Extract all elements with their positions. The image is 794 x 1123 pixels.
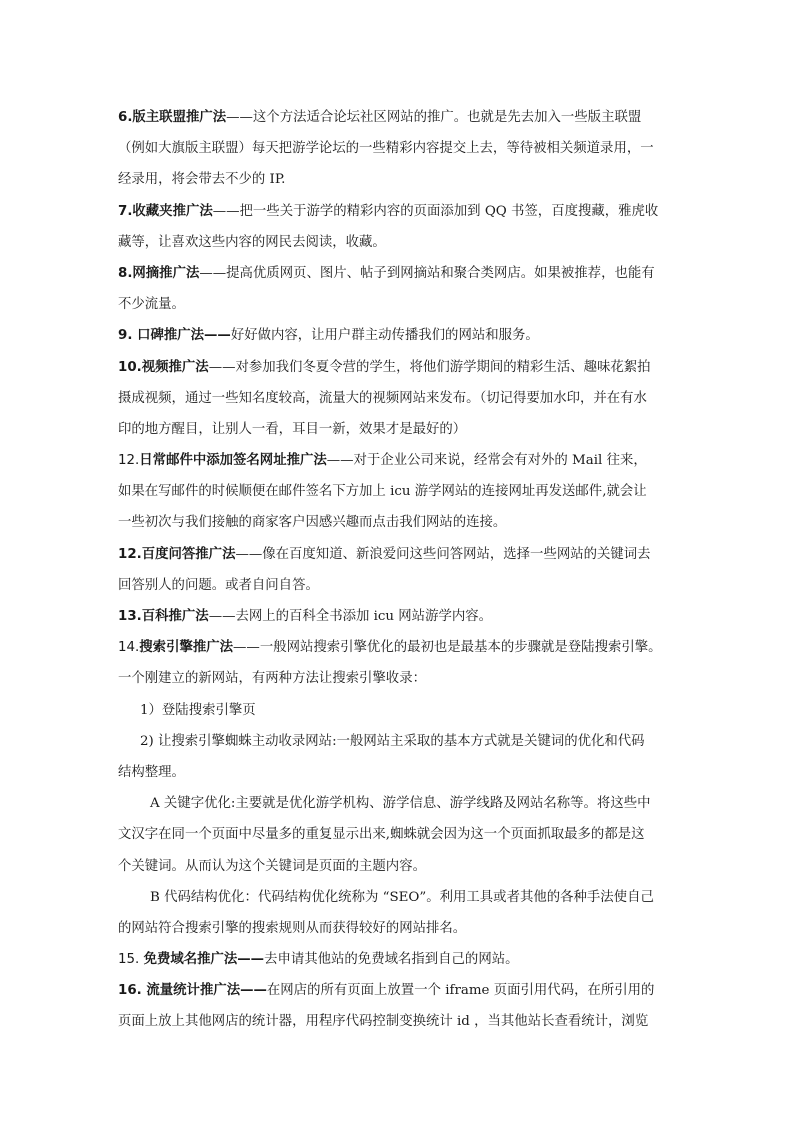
item-heading: 网摘推广法 bbox=[132, 265, 200, 281]
text-line bbox=[118, 1006, 680, 1037]
item-heading: 百度问答推广法 bbox=[141, 546, 236, 562]
item-number: 14. bbox=[118, 640, 140, 656]
item-heading: 流量统计推广法—— bbox=[146, 983, 267, 999]
text-line bbox=[118, 601, 680, 632]
body-text: 藏等，让喜欢这些内容的网民去阅读，收藏。 bbox=[118, 234, 386, 250]
body-text: ——把一些关于游学的精彩内容的页面添加到 QQ 书签，百度搜藏，雅虎收 bbox=[212, 203, 659, 219]
item-number: 16. bbox=[118, 983, 147, 999]
text-line bbox=[118, 539, 680, 570]
body-text: 1）登陆搜索引擎页 bbox=[140, 702, 256, 718]
item-number: 10. bbox=[118, 359, 142, 375]
text-line bbox=[118, 320, 680, 351]
body-text: 如果在写邮件的时候顺便在邮件签名下方加上 icu 游学网站的连接网址再发送邮件,就会让 bbox=[118, 484, 647, 500]
body-text: B 代码结构优化：代码结构优化统称为 “SEO”。利用工具或者其他的各种手法使自己 bbox=[150, 889, 654, 905]
body-text: 页面上放上其他网店的统计器，用程序代码控制变换统计 id ，当其他站长查看统计，浏览 bbox=[118, 1014, 649, 1030]
text-line bbox=[118, 102, 680, 133]
body-text: 摄成视频，通过一些知名度较高，流量大的视频网站来发布。（切记得要加水印，并在有水 bbox=[118, 390, 647, 406]
paragraph bbox=[118, 882, 680, 944]
paragraph bbox=[118, 788, 680, 882]
paragraph bbox=[118, 352, 680, 446]
body-text: （例如大旗版主联盟）每天把游学论坛的一些精彩内容提交上去，等待被相关频道录用，一 bbox=[118, 141, 654, 157]
item-heading: 搜索引擎推广法 bbox=[139, 640, 234, 656]
document-body bbox=[118, 102, 680, 1038]
text-line bbox=[118, 507, 680, 538]
paragraph bbox=[118, 944, 680, 975]
body-text: ——这个方法适合论坛社区网站的推广。也就是先去加入一些版主联盟 bbox=[226, 110, 642, 125]
text-line bbox=[118, 258, 680, 289]
text-line bbox=[118, 757, 680, 788]
item-number: 12. bbox=[118, 453, 140, 469]
text-line bbox=[118, 975, 680, 1006]
text-line bbox=[118, 944, 680, 975]
body-text: 不少流量。 bbox=[118, 297, 185, 313]
item-heading: 视频推广法 bbox=[141, 359, 209, 375]
text-line bbox=[118, 819, 680, 850]
text-line bbox=[118, 788, 680, 819]
text-line bbox=[118, 352, 680, 383]
text-line bbox=[118, 476, 680, 507]
body-text: A 关键字优化:主要就是优化游学机构、游学信息、游学线路及网站名称等。将这些中 bbox=[150, 796, 651, 812]
text-line bbox=[118, 726, 680, 757]
paragraph bbox=[118, 632, 680, 694]
item-heading: 免费域名推广法—— bbox=[143, 952, 265, 968]
text-line bbox=[118, 570, 680, 601]
paragraph bbox=[118, 258, 680, 320]
body-text: ——像在百度知道、新浪爱问这些问答网站，选择一些网站的关键词去 bbox=[235, 546, 651, 562]
item-heading: 口碑推广法—— bbox=[137, 328, 231, 344]
text-line bbox=[118, 133, 680, 164]
body-text: 的网站符合搜索引擎的搜索规则从而获得较好的网站排名。 bbox=[118, 920, 467, 936]
body-text: ——去网上的百科全书添加 icu 网站游学内容。 bbox=[208, 609, 493, 624]
item-heading: 版主联盟推广法 bbox=[132, 110, 227, 125]
body-text: 2) 让搜索引擎蜘蛛主动收录网站:一般网站主采取的基本方式就是关键词的优化和代码 bbox=[140, 733, 645, 749]
item-number: 12. bbox=[118, 546, 142, 562]
item-number: 7. bbox=[118, 203, 133, 219]
body-text: 经录用，将会带去不少的 IP. bbox=[118, 172, 286, 188]
paragraph bbox=[118, 975, 680, 1037]
item-number: 6. bbox=[118, 110, 133, 125]
body-text: ——对参加我们冬夏令营的学生，将他们游学期间的精彩生活、趣味花絮拍 bbox=[208, 359, 651, 375]
text-line bbox=[118, 632, 680, 663]
item-heading: 收藏夹推广法 bbox=[132, 203, 213, 219]
item-number: 9. bbox=[118, 328, 138, 344]
body-text: 个关键词。从而认为这个关键词是页面的主题内容。 bbox=[118, 858, 426, 874]
paragraph bbox=[118, 695, 680, 726]
paragraph bbox=[118, 102, 680, 196]
body-text: 印的地方醒目，让别人一看，耳目一新，效果才是最好的） bbox=[118, 421, 467, 437]
body-text: 好好做内容，让用户群主动传播我们的网站和服务。 bbox=[230, 328, 539, 344]
item-heading: 百科推广法 bbox=[141, 609, 209, 624]
paragraph bbox=[118, 196, 680, 258]
text-line bbox=[118, 414, 680, 445]
body-text: 回答别人的问题。或者自问自答。 bbox=[118, 577, 319, 593]
body-text: 在网店的所有页面上放置一个 iframe 页面引用代码，在所引用的 bbox=[266, 983, 655, 999]
paragraph bbox=[118, 445, 680, 539]
body-text: 文汉字在同一个页面中尽量多的重复显示出来,蜘蛛就会因为这一个页面抓取最多的都是这 bbox=[118, 827, 645, 843]
item-number: 13. bbox=[118, 609, 142, 624]
text-line bbox=[118, 913, 680, 944]
item-number: 15. bbox=[118, 952, 144, 968]
body-text: ——对于企业公司来说，经常会有对外的 Mail 往来， bbox=[326, 453, 647, 469]
text-line bbox=[118, 164, 680, 195]
body-text: 一个刚建立的新网站，有两种方法让搜索引擎收录： bbox=[118, 671, 426, 687]
paragraph bbox=[118, 539, 680, 601]
body-text: 结构整理。 bbox=[118, 764, 185, 780]
body-text: ——一般网站搜索引擎优化的最初也是最基本的步骤就是登陆搜索引擎。 bbox=[233, 640, 662, 656]
text-line bbox=[118, 695, 680, 726]
text-line bbox=[118, 663, 680, 694]
body-text: 一些初次与我们接触的商家客户因感兴趣而点击我们网站的连接。 bbox=[118, 515, 507, 531]
text-line bbox=[118, 196, 680, 227]
body-text: ——提高优质网页、图片、帖子到网摘站和聚合类网店。如果被推荐，也能有 bbox=[199, 265, 655, 281]
text-line bbox=[118, 851, 680, 882]
paragraph bbox=[118, 601, 680, 632]
text-line bbox=[118, 445, 680, 476]
text-line bbox=[118, 289, 680, 320]
paragraph bbox=[118, 726, 680, 788]
text-line bbox=[118, 882, 680, 913]
body-text: 去申请其他站的免费域名指到自己的网站。 bbox=[264, 952, 519, 968]
item-number: 8. bbox=[118, 265, 133, 281]
paragraph bbox=[118, 320, 680, 351]
item-heading: 日常邮件中添加签名网址推广法 bbox=[139, 453, 327, 469]
text-line bbox=[118, 383, 680, 414]
text-line bbox=[118, 227, 680, 258]
